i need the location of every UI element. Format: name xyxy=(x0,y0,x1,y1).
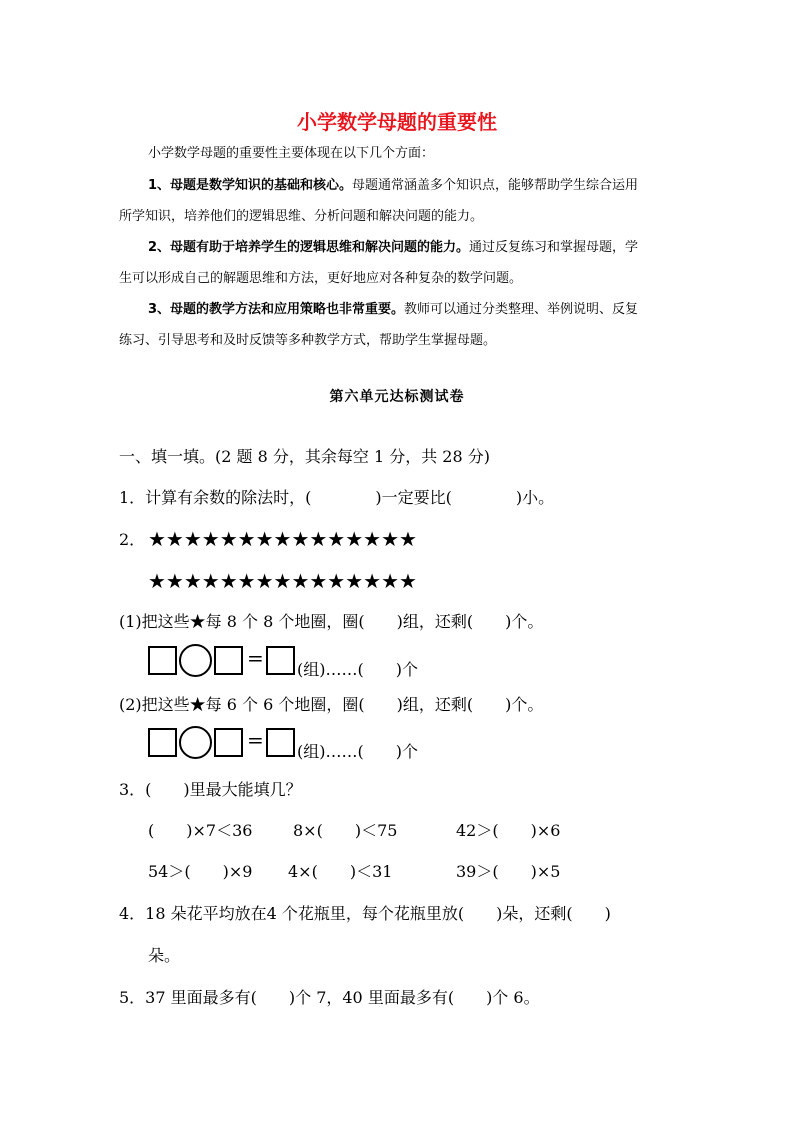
operator-circle[interactable] xyxy=(179,726,212,759)
question-5: 5．37 里面最多有( )个 7，40 里面最多有( )个 6。 xyxy=(119,988,540,1007)
answer-box[interactable] xyxy=(148,728,177,757)
point-1-line-2: 所学知识，培养他们的逻辑思维、分析问题和解决问题的能力。 xyxy=(119,209,484,224)
question-4-line-1: 4．18 朵花平均放在4 个花瓶里，每个花瓶里放( )朵，还剩( ) xyxy=(119,904,611,923)
point-2-text: 通过反复练习和掌握母题，学 xyxy=(469,240,639,255)
inequality-item: 4×( )＜31 xyxy=(288,862,393,881)
point-3-text: 教师可以通过分类整理、举例说明、反复 xyxy=(404,302,639,317)
point-1-line-1 xyxy=(148,178,638,194)
question-3: 3．( )里最大能填几？ xyxy=(119,780,302,799)
point-2-heading: 2、母题有助于培养学生的逻辑思维和解决问题的能力。 xyxy=(148,240,470,255)
answer-box[interactable] xyxy=(266,728,295,757)
inequality-item: ( )×7＜36 xyxy=(148,821,253,840)
point-1-heading: 1、母题是数学知识的基础和核心。 xyxy=(148,178,353,193)
inequality-item: 54＞( )×9 xyxy=(148,862,253,881)
test-title: 第六单元达标测试卷 xyxy=(329,389,465,405)
answer-box[interactable] xyxy=(266,646,295,675)
intro-text: 小学数学母题的重要性主要体现在以下几个方面： xyxy=(148,146,435,161)
star-row-2: ★★★★★★★★★★★★★★★ xyxy=(148,569,417,593)
point-1-text: 母题通常涵盖多个知识点，能够帮助学生综合运用 xyxy=(352,178,639,193)
point-3-line-2: 练习、引导思考和及时反馈等多种教学方式，帮助学生掌握母题。 xyxy=(119,333,497,348)
equation-tail: (组)……( )个 xyxy=(297,742,418,761)
question-4-line-2: 朵。 xyxy=(148,946,181,965)
equals-sign: = xyxy=(247,728,264,752)
inequality-item: 39＞( )×5 xyxy=(456,862,561,881)
point-3-line-1 xyxy=(148,302,638,318)
point-3-heading: 3、母题的教学方法和应用策略也非常重要。 xyxy=(148,302,405,317)
answer-box[interactable] xyxy=(214,728,243,757)
inequality-item: 8×( )＜75 xyxy=(293,821,398,840)
equation-tail: (组)……( )个 xyxy=(297,660,418,679)
operator-circle[interactable] xyxy=(179,644,212,677)
equals-sign: = xyxy=(247,646,264,670)
question-2-1: (1)把这些★每 8 个 8 个地圈，圈( )组，还剩( )个。 xyxy=(119,612,544,631)
answer-box[interactable] xyxy=(148,646,177,675)
question-2-number: 2． xyxy=(119,530,146,549)
star-row-1: ★★★★★★★★★★★★★★★ xyxy=(148,527,417,551)
question-2-2: (2)把这些★每 6 个 6 个地圈，圈( )组，还剩( )个。 xyxy=(119,695,544,714)
answer-box[interactable] xyxy=(214,646,243,675)
question-1: 1．计算有余数的除法时，( )一定要比( )小。 xyxy=(119,488,555,507)
page-title: 小学数学母题的重要性 xyxy=(297,110,497,134)
point-2-line-2: 生可以形成自己的解题思维和方法，更好地应对各种复杂的数学问题。 xyxy=(119,271,523,286)
point-2-line-1 xyxy=(148,240,638,256)
section-1-heading: 一、填一填。(2 题 8 分，其余每空 1 分，共 28 分) xyxy=(119,447,490,466)
inequality-item: 42＞( )×6 xyxy=(456,821,561,840)
